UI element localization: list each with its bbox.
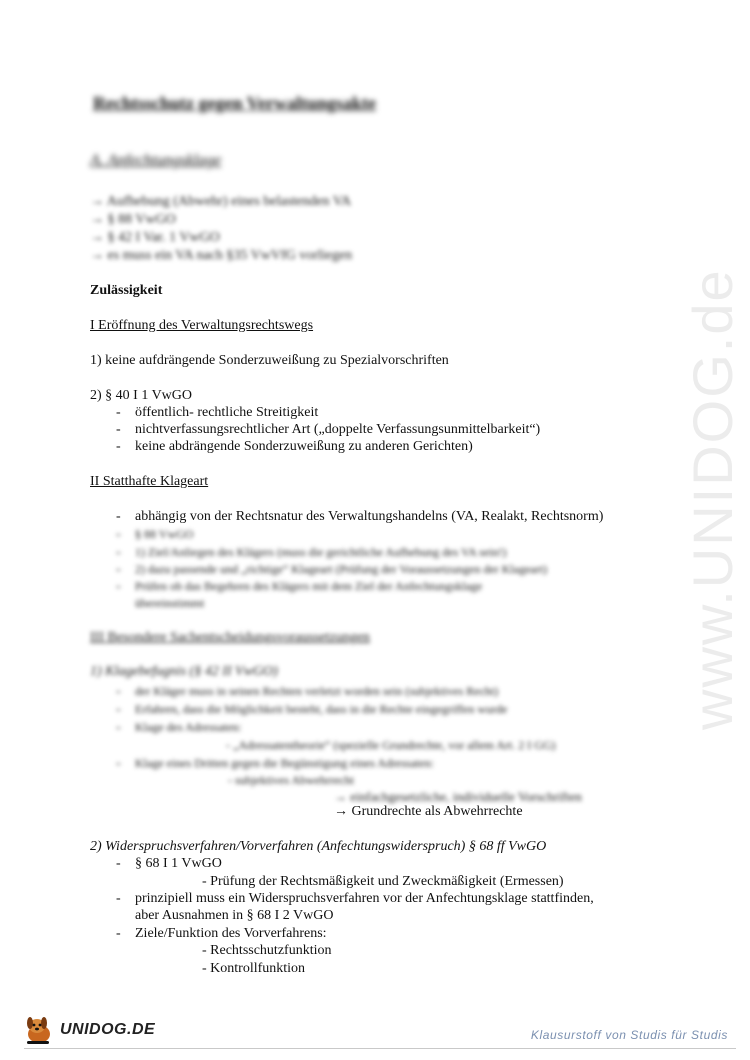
subsection-heading: II Statthafte Klageart <box>90 474 209 489</box>
text-line: → Aufhebung (Abwehr) eines belastenden VA <box>90 194 352 209</box>
text-line: - Kontrollfunktion <box>202 961 306 976</box>
bullet-dash: - <box>116 545 121 560</box>
footer-divider <box>24 1048 736 1049</box>
bullet-dash: - <box>116 702 121 717</box>
subsection-heading: I Eröffnung des Verwaltungsrechtswegs <box>90 318 314 333</box>
text-line: → es muss ein VA nach §35 VwVfG vorliegen <box>90 248 353 263</box>
text-line: → § 88 VwGO <box>90 212 176 227</box>
bullet-text: aber Ausnahmen in § 68 I 2 VwGO <box>135 908 334 923</box>
bullet-text: Klage des Adressaten: <box>135 720 242 734</box>
text-line: → Grundrechte als Abwehrrechte <box>334 804 523 819</box>
text-line: - Prüfung der Rechtsmäßigkeit und Zweckmäßigkeit (Ermessen) <box>202 874 564 889</box>
bullet-text: § 68 I 1 VwGO <box>135 856 222 871</box>
bullet-text: § 88 VwGO <box>135 527 194 541</box>
bullet-text: abhängig von der Rechtsnatur des Verwaltungshandelns (VA, Realakt, Rechtsnorm) <box>135 509 604 524</box>
bullet-text: 1) Ziel/Anliegen des Klägers (muss die gerichtliche Aufhebung des VA sein!) <box>135 545 507 559</box>
page-title: Rechtsschutz gegen Verwaltungsakte <box>93 93 376 113</box>
subsection-heading: III Besondere Sachentscheidungsvoraussetzungen <box>90 630 370 645</box>
section-heading: Zulässigkeit <box>90 283 163 298</box>
bullet-dash: - <box>116 720 121 735</box>
bullet-dash: - <box>116 509 121 524</box>
text-line: 2) § 40 I 1 VwGO <box>90 388 193 403</box>
bullet-text: öffentlich- rechtliche Streitigkeit <box>135 405 319 420</box>
footer-slogan: Klausurstoff von Studis für Studis <box>530 1028 728 1042</box>
bullet-dash: - <box>116 756 121 771</box>
text-line: - Rechtsschutzfunktion <box>202 943 332 958</box>
dog-icon <box>22 1014 56 1046</box>
bullet-text: - subjektives Abwehrrecht <box>228 773 354 787</box>
bullet-text: - „Adressatentheorie“ (spezielle Grundrechte, vor allem Art. 2 I GG) <box>226 738 556 752</box>
bullet-text: übereinstimmt <box>135 596 205 610</box>
bullet-dash: - <box>116 891 121 906</box>
bullet-dash: - <box>116 439 121 454</box>
bullet-text: 2) dazu passende und „richtige“ Klageart (Prüfung der Voraussetzungen der Klageart) <box>135 562 548 576</box>
bullet-dash: - <box>116 422 121 437</box>
subsection-heading: 2) Widerspruchsverfahren/Vorverfahren (Anfechtungswiderspruch) § 68 ff VwGO <box>90 839 547 854</box>
bullet-text: der Kläger muss in seinen Rechten verletzt worden sein (subjektives Recht) <box>135 684 499 698</box>
bullet-text: nichtverfassungsrechtlicher Art („doppelte Verfassungsunmittelbarkeit“) <box>135 422 541 437</box>
bullet-dash: - <box>116 579 121 594</box>
bullet-dash: - <box>116 856 121 871</box>
bullet-dash: - <box>116 405 121 420</box>
bullet-dash: - <box>116 562 121 577</box>
watermark: www.UNIDOG.de <box>681 268 744 730</box>
logo-text: UNIDOG.DE <box>60 1021 156 1038</box>
text-line: 1) keine aufdrängende Sonderzuweißung zu Spezialvorschriften <box>90 353 449 368</box>
bullet-text: Prüfen ob das Begehren des Klägers mit dem Ziel der Anfechtungsklage <box>135 579 483 593</box>
bullet-text: keine abdrängende Sonderzuweißung zu anderen Gerichten) <box>135 439 473 454</box>
bullet-text: Klage eines Dritten gegen die Begünstigung eines Adressaten: <box>135 756 434 770</box>
section-heading: A. Anfechtungsklage <box>90 152 222 169</box>
bullet-text: Ziele/Funktion des Vorverfahrens: <box>135 926 327 941</box>
bullet-text: Erfahren, dass die Möglichkeit besteht, dass in die Rechte eingegriffen wurde <box>135 702 508 716</box>
bullet-dash: - <box>116 926 121 941</box>
bullet-text: → einfachgesetzliche, individuelle Vorschriften <box>334 789 582 804</box>
subsection-heading: 1) Klagebefugnis (§ 42 II VwGO) <box>90 664 278 679</box>
text-line: → § 42 I Var. 1 VwGO <box>90 230 220 245</box>
bullet-dash: - <box>116 684 121 699</box>
footer-logo <box>22 1012 155 1048</box>
bullet-dash: - <box>116 527 121 542</box>
bullet-text: prinzipiell muss ein Widerspruchsverfahren vor der Anfechtungsklage stattfinden, <box>135 891 594 906</box>
